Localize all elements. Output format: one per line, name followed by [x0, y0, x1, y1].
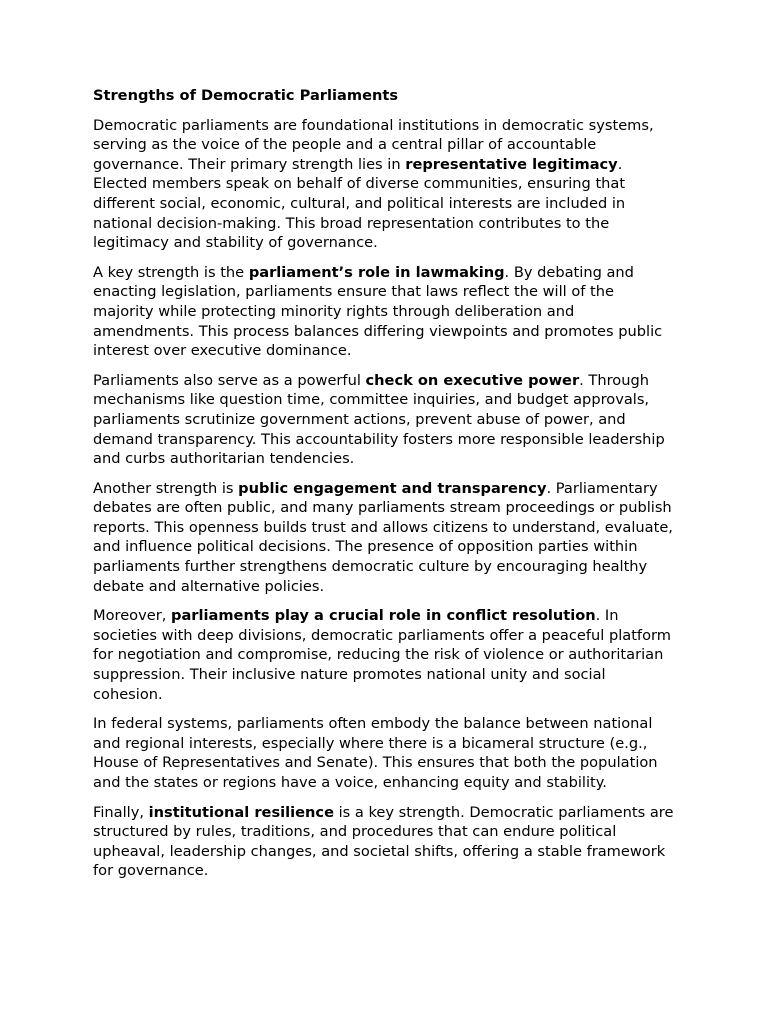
paragraph-1 — [93, 116, 678, 253]
paragraph-list — [93, 116, 678, 881]
paragraph-5 — [93, 606, 678, 704]
paragraph-7 — [93, 803, 678, 881]
emphasized-phrase: public engagement and transparency — [238, 479, 547, 497]
paragraph-6 — [93, 714, 678, 792]
paragraph-text: is a key strength. Democratic parliaments are structured by rules, traditions, and procedures that can endure political upheaval, leadership changes, and societal shifts, offering a stable framework for governance. — [93, 803, 674, 880]
paragraph-text: A key strength is the — [93, 263, 249, 281]
emphasized-phrase: parliaments play a crucial role in conflict resolution — [171, 607, 596, 625]
paragraph-2 — [93, 263, 678, 361]
paragraph-text: . By debating and enacting legislation, parliaments ensure that laws reflect the will of the majority while protecting minority rights through deliberation and amendments. This process balances differing viewpoints and promotes public interest over executive dominance. — [93, 263, 663, 360]
paragraph-text: Moreover, — [93, 607, 171, 625]
paragraph-text: Parliaments also serve as a powerful — [93, 371, 366, 389]
emphasized-phrase: parliament’s role in lawmaking — [248, 263, 505, 281]
paragraph-4 — [93, 479, 678, 597]
paragraph-text: . Parliamentary debates are often public, and many parliaments stream proceedings or publish reports. This openness builds trust and allows citizens to understand, evaluate, and influence political decisions. The presence of opposition parties within parliaments further strengthens democratic culture by encouraging healthy debate and alternative policies. — [93, 479, 673, 595]
document-body — [93, 86, 678, 891]
emphasized-phrase: representative legitimacy — [405, 155, 618, 173]
document-title: Strengths of Democratic Parliaments — [93, 87, 399, 104]
emphasized-phrase: check on executive power — [365, 371, 580, 389]
paragraph-text: . In societies with deep divisions, democratic parliaments offer a peaceful platform for negotiation and compromise, reducing the risk of violence or authoritarian suppression. Their inclusive nature promotes national unity and social cohesion. — [93, 607, 671, 703]
paragraph-text: In federal systems, parliaments often embody the balance between national and regional interests, especially where there is a bicameral structure (e.g., House of Representatives and Senate). This ensures that both the population and the states or regions have a voice, enhancing equity and stability. — [93, 715, 658, 791]
paragraph-text: . Through mechanisms like question time, committee inquiries, and budget approvals, parliaments scrutinize government actions, prevent abuse of power, and demand transparency. This accountability fosters more responsible leadership and curbs authoritarian tendencies. — [93, 371, 665, 468]
paragraph-text: Finally, — [93, 803, 149, 821]
paragraph-text: . Elected members speak on behalf of diverse communities, ensuring that different social, economic, cultural, and political interests are included in national decision-making. This broad representation contributes to the legitimacy and stability of governance. — [93, 155, 626, 252]
paragraph-3 — [93, 371, 678, 469]
emphasized-phrase: institutional resilience — [148, 803, 334, 821]
paragraph-text: Democratic parliaments are foundational institutions in democratic systems, serving as the voice of the people and a central pillar of accountable governance. Their primary strength lies in — [93, 116, 654, 173]
paragraph-text: Another strength is — [93, 479, 239, 497]
